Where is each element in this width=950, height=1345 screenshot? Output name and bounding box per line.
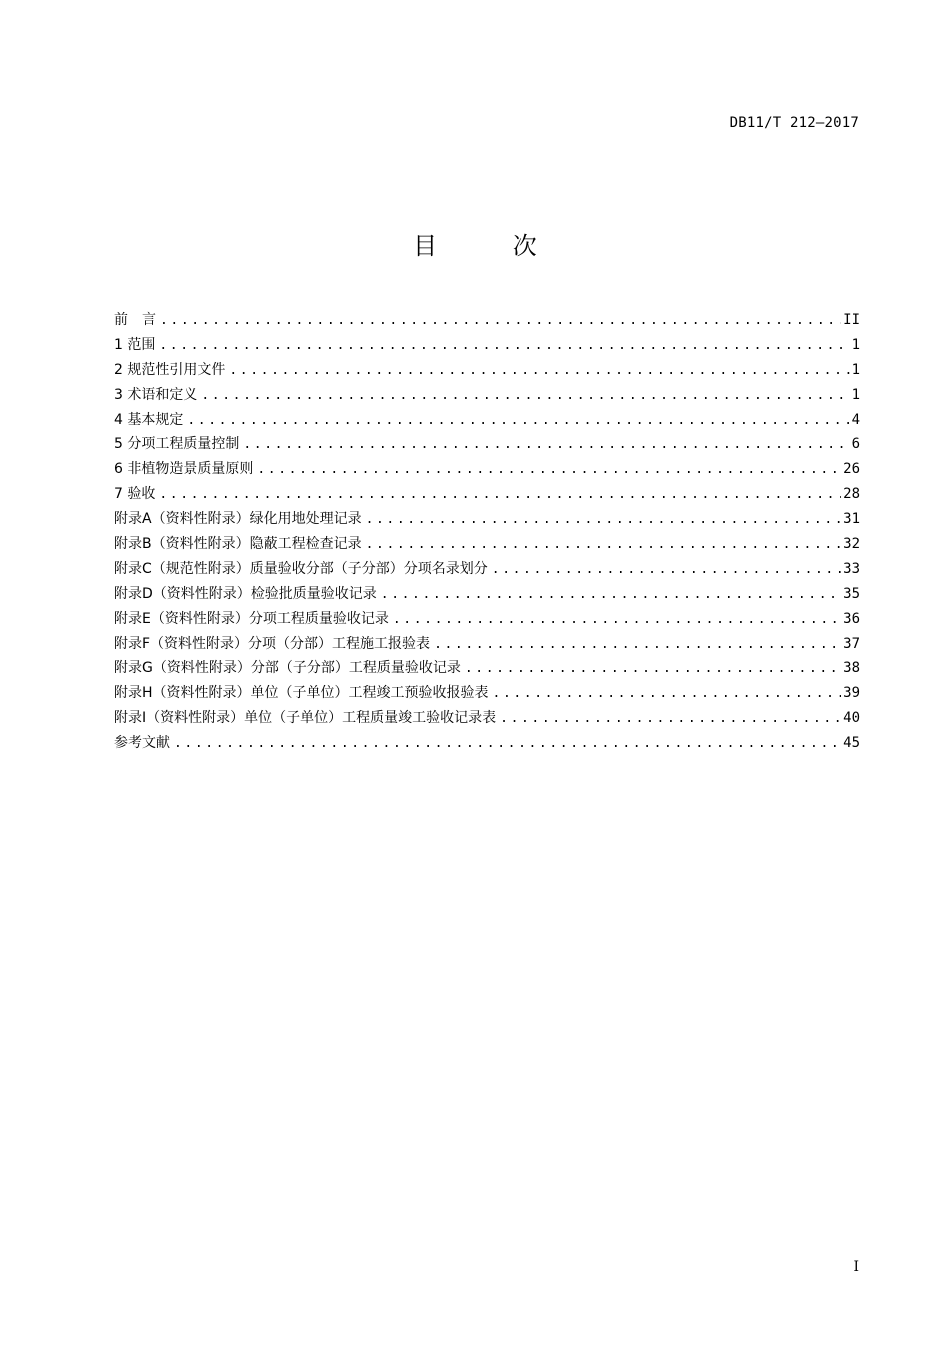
toc-entry-page: 28 <box>843 486 860 503</box>
toc-entry-page: 26 <box>843 461 860 478</box>
toc-entry-appendix-f[interactable] <box>114 632 860 657</box>
toc-leader-dots <box>257 458 841 483</box>
toc-entry-page: 36 <box>843 610 860 627</box>
toc-leader-dots <box>174 732 841 757</box>
toc-entry-label: 附录D（资料性附录）检验批质量验收记录 <box>114 585 377 602</box>
toc-entry-scope[interactable] <box>114 333 860 358</box>
toc-leader-dots <box>434 633 841 658</box>
toc-entry-label: 附录H（资料性附录）单位（子单位）工程竣工预验收报验表 <box>114 685 489 702</box>
toc-entry-appendix-b[interactable] <box>114 532 860 557</box>
toc-entry-page: 38 <box>843 660 860 677</box>
toc-entry-label: 5 分项工程质量控制 <box>114 436 240 453</box>
toc-entry-page: 32 <box>843 536 860 553</box>
toc-entry-non-plant-landscape[interactable] <box>114 457 860 482</box>
toc-entry-appendix-a[interactable] <box>114 507 860 532</box>
toc-entry-terms[interactable] <box>114 383 860 408</box>
toc-entry-acceptance[interactable] <box>114 482 860 507</box>
toc-entry-appendix-g[interactable] <box>114 656 860 681</box>
toc-entry-label: 6 非植物造景质量原则 <box>114 461 254 478</box>
toc-leader-dots <box>500 707 841 732</box>
toc-entry-page: 1 <box>851 386 860 403</box>
toc-leader-dots <box>366 508 842 533</box>
toc-entry-appendix-c[interactable] <box>114 557 860 582</box>
toc-entry-preface[interactable] <box>114 308 860 333</box>
table-of-contents <box>114 308 860 756</box>
toc-entry-label: 附录F（资料性附录）分项（分部）工程施工报验表 <box>114 635 431 652</box>
page-title: 目 次 <box>413 232 571 260</box>
toc-entry-appendix-i[interactable] <box>114 706 860 731</box>
toc-entry-label: 2 规范性引用文件 <box>114 361 226 378</box>
toc-leader-dots <box>187 409 849 434</box>
toc-leader-dots <box>243 433 849 458</box>
toc-leader-dots <box>493 682 842 707</box>
toc-entry-label: 附录G（资料性附录）分部（子分部）工程质量验收记录 <box>114 660 461 677</box>
toc-entry-page: 33 <box>843 560 860 577</box>
toc-entry-page: 40 <box>843 710 860 727</box>
toc-entry-label: 7 验收 <box>114 486 156 503</box>
toc-entry-page: 37 <box>843 635 860 652</box>
toc-entry-label: 附录B（资料性附录）隐蔽工程检查记录 <box>114 536 362 553</box>
toc-leader-dots <box>393 608 841 633</box>
toc-leader-dots <box>492 558 841 583</box>
toc-entry-page: II <box>843 312 860 328</box>
toc-entry-label: 附录A（资料性附录）绿化用地处理记录 <box>114 511 362 528</box>
toc-entry-label: 参考文献 <box>114 735 170 752</box>
toc-entry-page: 1 <box>851 336 860 353</box>
toc-entry-page: 39 <box>843 685 860 702</box>
toc-entry-label: 附录E（资料性附录）分项工程质量验收记录 <box>114 610 389 627</box>
toc-entry-page: 35 <box>843 585 860 602</box>
toc-entry-page: 45 <box>843 735 860 752</box>
page-number: I <box>853 1259 859 1275</box>
toc-entry-appendix-e[interactable] <box>114 607 860 632</box>
toc-entry-normative-references[interactable] <box>114 358 860 383</box>
toc-entry-label: 附录I（资料性附录）单位（子单位）工程质量竣工验收记录表 <box>114 710 497 727</box>
toc-leader-dots <box>159 334 849 359</box>
toc-leader-dots <box>201 384 849 409</box>
document-code: DB11/T 212—2017 <box>729 115 859 131</box>
toc-entry-page: 6 <box>851 436 860 453</box>
toc-leader-dots <box>160 309 841 334</box>
toc-entry-bibliography[interactable] <box>114 731 860 756</box>
toc-entry-label: 4 基本规定 <box>114 411 184 428</box>
toc-entry-appendix-d[interactable] <box>114 582 860 607</box>
toc-entry-page: 1 <box>851 361 860 378</box>
toc-entry-label: 附录C（规范性附录）质量验收分部（子分部）分项名录划分 <box>114 560 488 577</box>
toc-entry-quality-control[interactable] <box>114 432 860 457</box>
toc-leader-dots <box>381 583 841 608</box>
toc-leader-dots <box>465 657 841 682</box>
toc-entry-page: 4 <box>851 411 860 428</box>
toc-entry-label: 前 言 <box>114 312 156 328</box>
toc-entry-label: 3 术语和定义 <box>114 386 198 403</box>
toc-entry-appendix-h[interactable] <box>114 681 860 706</box>
toc-leader-dots <box>229 359 849 384</box>
toc-leader-dots <box>159 483 841 508</box>
toc-entry-basic-rules[interactable] <box>114 408 860 433</box>
toc-leader-dots <box>366 533 842 558</box>
toc-entry-label: 1 范围 <box>114 336 156 353</box>
toc-entry-page: 31 <box>843 511 860 528</box>
